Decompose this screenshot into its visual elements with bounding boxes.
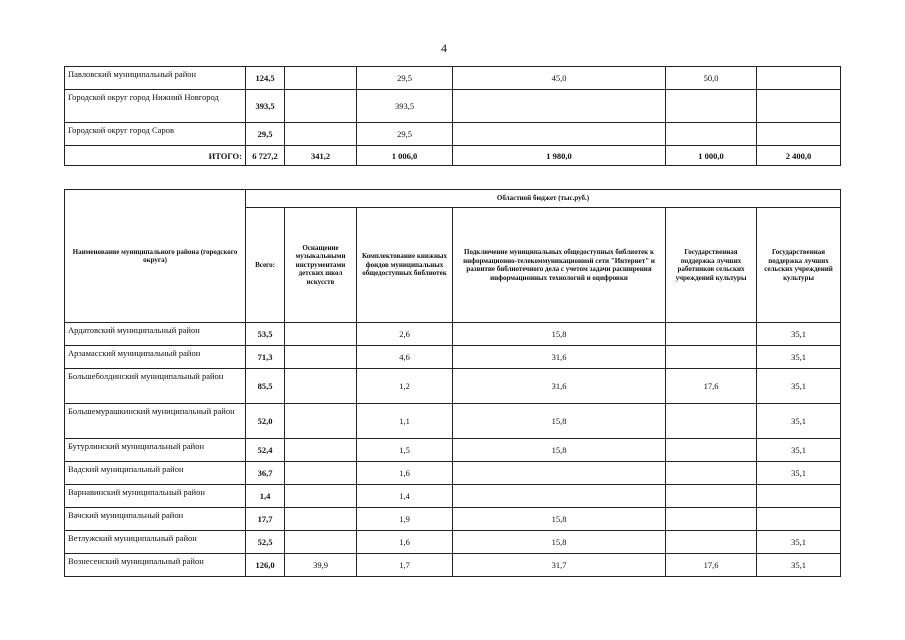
cell-c5 <box>757 485 841 508</box>
cell-c3 <box>453 462 666 485</box>
total-c1: 341,2 <box>285 146 357 166</box>
cell-c4 <box>666 439 757 462</box>
row-name: Вадский муниципальный район <box>65 462 246 485</box>
cell-c3: 15,8 <box>453 439 666 462</box>
cell-c3: 15,8 <box>453 531 666 554</box>
cell-c2: 4,6 <box>357 346 453 369</box>
row-total: 126,0 <box>246 554 285 577</box>
row-total: 71,3 <box>246 346 285 369</box>
table-row <box>65 439 841 462</box>
cell-c2: 1,5 <box>357 439 453 462</box>
cell-c2: 29,5 <box>357 67 453 90</box>
cell-c4: 17,6 <box>666 554 757 577</box>
cell-c1 <box>285 508 357 531</box>
row-name: Павловский муниципальный район <box>65 67 246 90</box>
row-name: Городской округ город Саров <box>65 123 246 146</box>
table-row <box>65 404 841 439</box>
header-col5: Государственная поддержка лучших сельских учреждений культуры <box>757 208 841 323</box>
header-row <box>65 190 841 208</box>
row-total: 124,5 <box>246 67 285 90</box>
header-name-col: Наименование муниципального района (городского округа) <box>65 190 246 323</box>
main-table <box>64 189 841 577</box>
header-col4: Государственная поддержка лучших работников сельских учреждений культуры <box>666 208 757 323</box>
row-total: 36,7 <box>246 462 285 485</box>
cell-c5: 35,1 <box>757 346 841 369</box>
cell-c1 <box>285 531 357 554</box>
cell-c5 <box>757 123 841 146</box>
table-row <box>65 531 841 554</box>
row-total: 53,5 <box>246 323 285 346</box>
cell-c1 <box>285 485 357 508</box>
cell-c3: 15,8 <box>453 323 666 346</box>
header-col1: Оснащение музыкальными инструментами детских школ искусств <box>285 208 357 323</box>
row-name: Бутурлинский муниципальный район <box>65 439 246 462</box>
page-number: 4 <box>441 41 447 55</box>
header-col2: Комплектование книжных фондов муниципальных общедоступных библиотек <box>357 208 453 323</box>
row-total: 52,0 <box>246 404 285 439</box>
row-name: Ветлужский муниципальный район <box>65 531 246 554</box>
cell-c2: 1,9 <box>357 508 453 531</box>
cell-c1 <box>285 67 357 90</box>
table-row <box>65 554 841 577</box>
row-name: Арзамасский муниципальный район <box>65 346 246 369</box>
table-row <box>65 462 841 485</box>
cell-c1 <box>285 90 357 123</box>
cell-c2: 29,5 <box>357 123 453 146</box>
cell-c3: 31,6 <box>453 346 666 369</box>
total-c5: 2 400,0 <box>757 146 841 166</box>
table-row <box>65 485 841 508</box>
cell-c4: 50,0 <box>666 67 757 90</box>
row-name: Городской округ город Нижний Новгород <box>65 90 246 123</box>
cell-c1 <box>285 323 357 346</box>
cell-c3 <box>453 90 666 123</box>
cell-c2: 1,1 <box>357 404 453 439</box>
cell-c1: 39,9 <box>285 554 357 577</box>
cell-c5: 35,1 <box>757 404 841 439</box>
cell-c2: 393,5 <box>357 90 453 123</box>
row-total: 52,4 <box>246 439 285 462</box>
table-row <box>65 67 841 90</box>
cell-c3: 31,6 <box>453 369 666 404</box>
cell-c1 <box>285 439 357 462</box>
cell-c2: 1,6 <box>357 531 453 554</box>
cell-c4 <box>666 404 757 439</box>
cell-c1 <box>285 123 357 146</box>
table-row <box>65 323 841 346</box>
cell-c5: 35,1 <box>757 369 841 404</box>
cell-c5: 35,1 <box>757 462 841 485</box>
cell-c4 <box>666 485 757 508</box>
header-col3: Подключение муниципальных общедоступных библиотек к информационно-телекоммуникационной сети "Интернет" и развитие библиотечного дела с учетом задачи расширения информационных технологий и оцифровки <box>453 208 666 323</box>
cell-c2: 1,4 <box>357 485 453 508</box>
cell-c5: 35,1 <box>757 439 841 462</box>
header-total: Всего: <box>246 208 285 323</box>
row-name: Большемурашкинский муниципальный район <box>65 404 246 439</box>
cell-c3 <box>453 485 666 508</box>
cell-c5 <box>757 67 841 90</box>
cell-c5: 35,1 <box>757 323 841 346</box>
row-name: Вачский муниципальный район <box>65 508 246 531</box>
cell-c3 <box>453 123 666 146</box>
cell-c5: 35,1 <box>757 554 841 577</box>
cell-c5: 35,1 <box>757 531 841 554</box>
cell-c2: 1,7 <box>357 554 453 577</box>
cell-c1 <box>285 369 357 404</box>
cell-c3: 31,7 <box>453 554 666 577</box>
cell-c4 <box>666 90 757 123</box>
row-total: 52,5 <box>246 531 285 554</box>
cell-c4 <box>666 508 757 531</box>
row-name: Ардатовский муниципальный район <box>65 323 246 346</box>
total-c2: 1 006,0 <box>357 146 453 166</box>
row-name: Вознесенский муниципальный район <box>65 554 246 577</box>
cell-c4 <box>666 323 757 346</box>
cell-c2: 2,6 <box>357 323 453 346</box>
cell-c3: 15,8 <box>453 508 666 531</box>
total-c3: 1 980,0 <box>453 146 666 166</box>
cell-c2: 1,6 <box>357 462 453 485</box>
cell-c4: 17,6 <box>666 369 757 404</box>
row-total: 29,5 <box>246 123 285 146</box>
top-table <box>64 66 841 166</box>
table-row <box>65 123 841 146</box>
main-table-body <box>65 323 841 577</box>
row-name: Большеболдинский муниципальный район <box>65 369 246 404</box>
header-budget-group: Областной бюджет (тыс.руб.) <box>246 190 841 208</box>
table-row <box>65 369 841 404</box>
cell-c3: 15,8 <box>453 404 666 439</box>
table-row <box>65 346 841 369</box>
total-row <box>65 146 841 166</box>
cell-c4 <box>666 346 757 369</box>
cell-c3: 45,0 <box>453 67 666 90</box>
cell-c1 <box>285 404 357 439</box>
row-name: Варнавинский муниципальный район <box>65 485 246 508</box>
cell-c2: 1,2 <box>357 369 453 404</box>
cell-c5 <box>757 90 841 123</box>
cell-c4 <box>666 123 757 146</box>
row-total: 85,5 <box>246 369 285 404</box>
total-label: ИТОГО: <box>65 146 246 166</box>
row-total: 1,4 <box>246 485 285 508</box>
cell-c1 <box>285 346 357 369</box>
cell-c4 <box>666 462 757 485</box>
cell-c5 <box>757 508 841 531</box>
total-c4: 1 000,0 <box>666 146 757 166</box>
row-total: 17,7 <box>246 508 285 531</box>
total-sum: 6 727,2 <box>246 146 285 166</box>
table-row <box>65 90 841 123</box>
cell-c1 <box>285 462 357 485</box>
row-total: 393,5 <box>246 90 285 123</box>
cell-c4 <box>666 531 757 554</box>
table-row <box>65 508 841 531</box>
